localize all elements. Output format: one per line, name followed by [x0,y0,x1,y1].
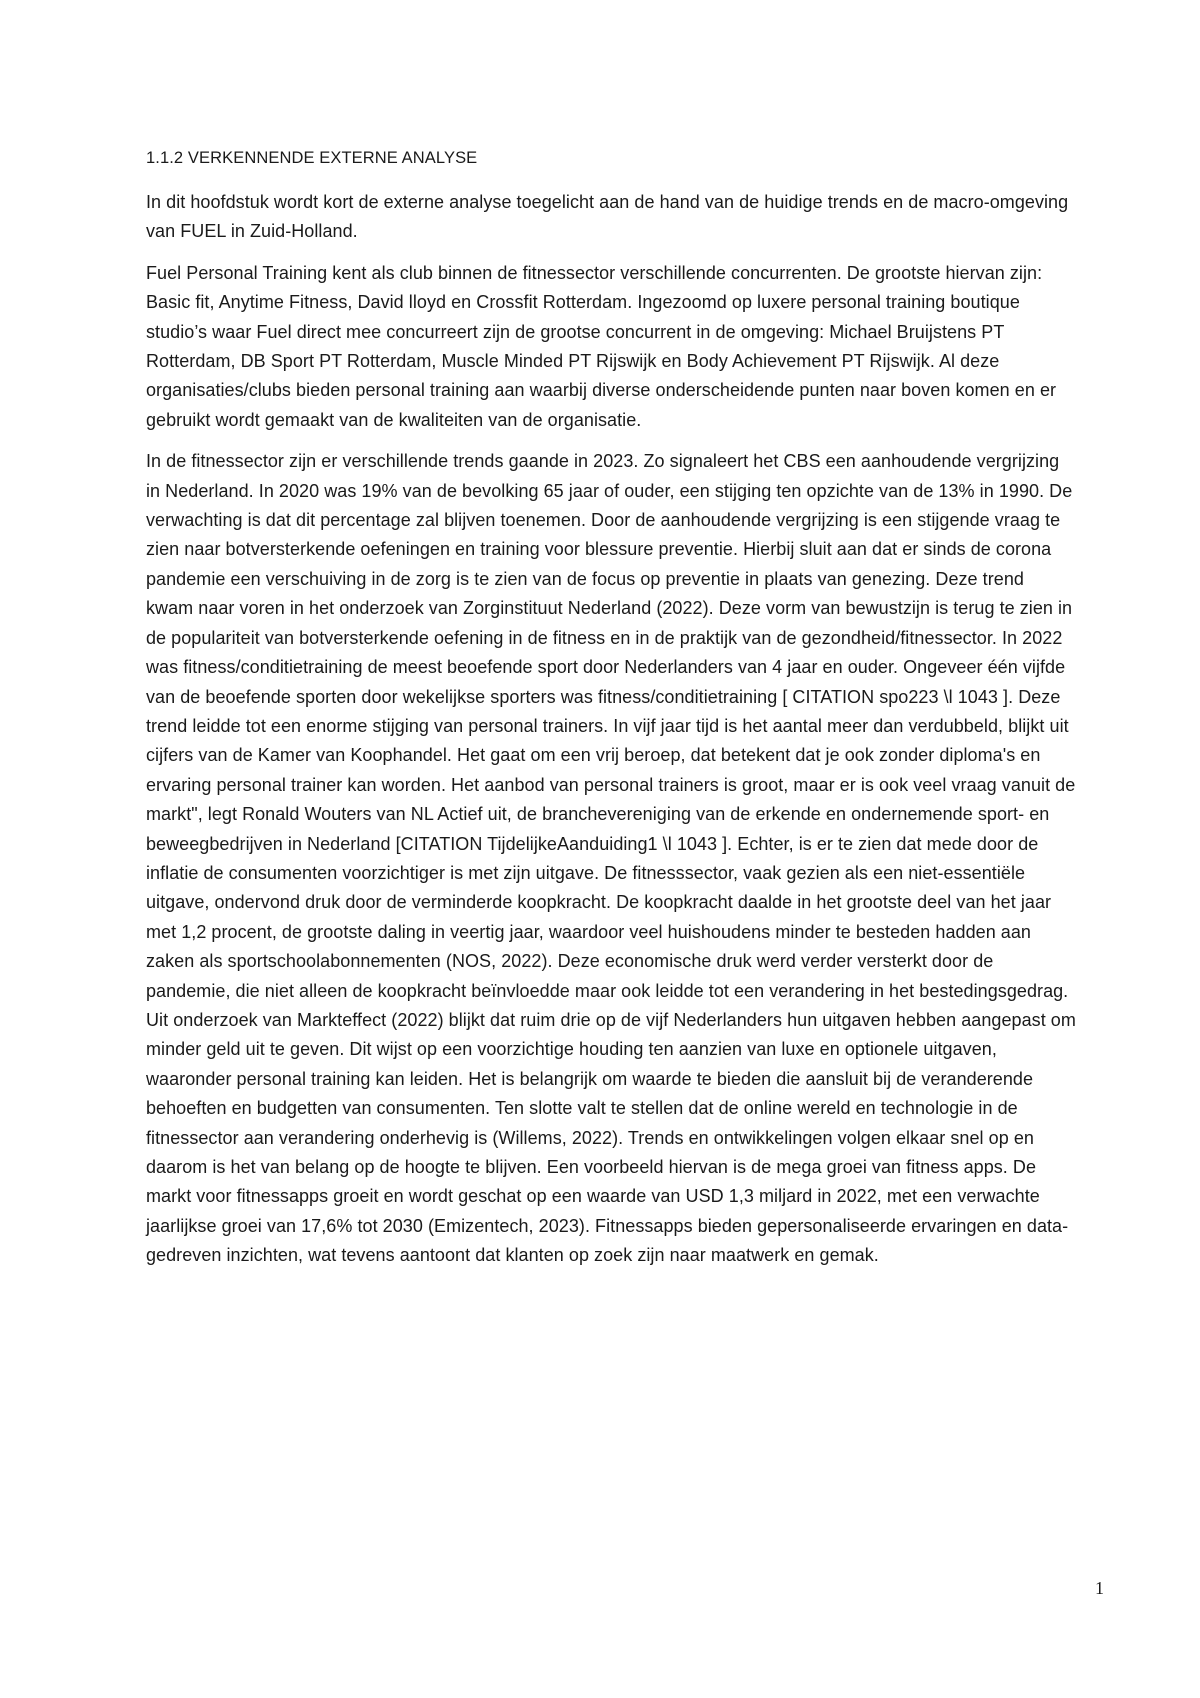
trends-paragraph: In de fitnessector zijn er verschillende trends gaande in 2023. Zo signaleert het CBS een aanhoudende vergrijzing in Nederland. In 2020 was 19% van de bevolking 65 jaar of ouder, een stijging ten opzichte van de 13% in 1990. De verwachting is dat dit percentage zal blijven toenemen. Door de aanhoudende vergrijzing is een stijgende vraag te zien naar botversterkende oefeningen en training voor blessure preventie. Hierbij sluit aan dat er sinds de corona pandemie een verschuiving in de zorg is te zien van de focus op preventie in plaats van genezing. Deze trend kwam naar voren in het onderzoek van Zorginstituut Nederland (2022). Deze vorm van bewustzijn is terug te zien in de populariteit van botversterkende oefening in de fitness en in de praktijk van de gezondheid/fitnessector. In 2022 was fitness/conditietraining de meest beoefende sport door Nederlanders van 4 jaar en ouder. Ongeveer één vijfde van de beoefende sporten door wekelijkse sporters was fitness/conditietraining [ CITATION spo223 \l 1043 ]. Deze trend leidde tot een enorme stijging van personal trainers. In vijf jaar tijd is het aantal meer dan verdubbeld, blijkt uit cijfers van de Kamer van Koophandel. Het gaat om een vrij beroep, dat betekent dat je ook zonder diploma's en ervaring personal trainer kan worden. Het aanbod van personal trainers is groot, maar er is ook veel vraag vanuit de markt", legt Ronald Wouters van NL Actief uit, de branchevereniging van de erkende en ondernemende sport- en beweegbedrijven in Nederland [CITATION TijdelijkeAanduiding1 \l 1043 ]. Echter, is er te zien dat mede door de inflatie de consumenten voorzichtiger is met zijn uitgave. De fitnesssector, vaak gezien als een niet-essentiële uitgave, ondervond druk door de verminderde koopkracht. De koopkracht daalde in het grootste deel van het jaar met 1,2 procent, de grootste daling in veertig jaar, waardoor veel huishoudens minder te besteden hadden aan zaken als sportschoolabonnementen (NOS, 2022). Deze economische druk werd verder versterkt door de pandemie, die niet alleen de koopkracht beïnvloedde maar ook leidde tot een verandering in het bestedingsgedrag. Uit onderzoek van Markteffect (2022) blijkt dat ruim drie op de vijf Nederlanders hun uitgaven hebben aangepast om minder geld uit te geven. Dit wijst op een voorzichtige houding ten aanzien van luxe en optionele uitgaven, waaronder personal training kan leiden. Het is belangrijk om waarde te bieden die aansluit bij de veranderende behoeften en budgetten van consumenten. Ten slotte valt te stellen dat de online wereld en technologie in de fitnessector aan verandering onderhevig is (Willems, 2022). Trends en ontwikkelingen volgen elkaar snel op en daarom is het van belang op de hoogte te blijven. Een voorbeeld hiervan is de mega groei van fitness apps. De markt voor fitnessapps groeit en wordt geschat op een waarde van USD 1,3 miljard in 2022, met een verwachte jaarlijkse groei van 17,6% tot 2030 (Emizentech, 2023). Fitnessapps bieden gepersonaliseerde ervaringen en data-gedreven inzichten, wat tevens aantoont dat klanten op zoek zijn naar maatwerk en gemak. [146,451,1076,1266]
section-heading: 1.1.2 VERKENNENDE EXTERNE ANALYSE [146,149,478,167]
intro-paragraph: In dit hoofdstuk wordt kort de externe analyse toegelicht aan de hand van de huidige trends en de macro-omgeving van FUEL in Zuid-Holland. [146,192,1069,242]
page-number: 1 [1095,1578,1104,1598]
competitors-paragraph: Fuel Personal Training kent als club binnen de fitnessector verschillende concurrenten. De grootste hiervan zijn: Basic fit, Anytime Fitness, David lloyd en Crossfit Rotterdam. Ingezoomd op luxere personal training boutique studio’s waar Fuel direct mee concurreert zijn de grootse concurrent in de omgeving: Michael Bruijstens PT Rotterdam, DB Sport PT Rotterdam, Muscle Minded PT Rijswijk en Body Achievement PT Rijswijk. Al deze organisaties/clubs bieden personal training aan waarbij diverse onderscheidende punten naar boven komen en er gebruikt wordt gemaakt van de kwaliteiten van de organisatie. [146,262,1057,430]
document-page [146,146,1076,1283]
